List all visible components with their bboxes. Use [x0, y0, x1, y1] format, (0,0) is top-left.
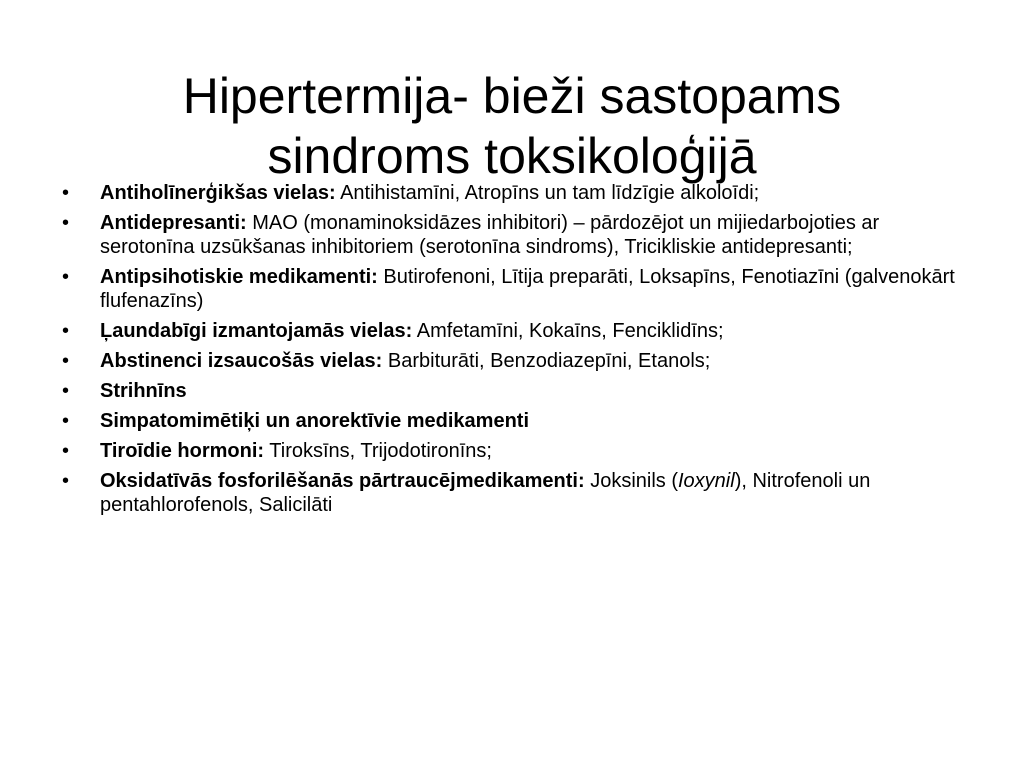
bullet-item-uncouplers	[62, 469, 962, 517]
bullet-item-anticholinergics	[62, 181, 962, 205]
title-line-1: Hipertermija- bieži sastopams	[182, 67, 842, 124]
bullet-icon: •	[62, 320, 70, 342]
bullet-icon: •	[62, 410, 70, 432]
bullet-icon: •	[62, 266, 70, 288]
item-text-after: ), Nitrofenoli un pentahlorofenols, Salicilāti	[100, 470, 871, 516]
item-text: Barbiturāti, Benzodiazepīni, Etanols;	[382, 350, 711, 372]
item-heading: Abstinenci izsaucošās vielas:	[100, 350, 383, 372]
slide-title	[60, 66, 964, 186]
item-heading: Tiroīdie hormoni:	[100, 440, 265, 462]
item-heading: Antiholīnerģikšas vielas:	[100, 182, 336, 204]
bullet-icon: •	[62, 182, 70, 204]
item-heading: Antidepresanti:	[100, 212, 247, 234]
bullet-item-antidepressants	[62, 211, 962, 259]
bullet-item-abused-substances	[62, 319, 962, 343]
bullet-icon: •	[62, 212, 70, 234]
item-text: Antihistamīni, Atropīns un tam līdzīgie alkoloīdi;	[335, 182, 760, 204]
item-text: MAO (monaminoksidāzes inhibitori) – pārdozējot un mijiedarbojoties ar serotonīna uzsūkšanas inhibitoriem (serotonīna sindroms), Tricikliskie antidepresanti;	[100, 212, 880, 258]
item-text: Tiroksīns, Trijodotironīns;	[264, 440, 492, 462]
item-heading: Simpatomimētiķi un anorektīvie medikamenti	[100, 410, 530, 432]
bullet-icon: •	[62, 470, 70, 492]
item-heading: Ļaundabīgi izmantojamās vielas:	[100, 320, 413, 342]
bullet-item-antipsychotics	[62, 265, 962, 313]
item-text: Butirofenoni, Lītija preparāti, Loksapīns, Fenotiazīni (galvenokārt flufenazīns)	[100, 266, 955, 312]
item-heading: Oksidatīvās fosforilēšanās pārtraucējmedikamenti:	[100, 470, 585, 492]
bullet-item-withdrawal-substances	[62, 349, 962, 373]
item-italic-text: Ioxynil	[678, 470, 735, 492]
bullet-item-sympathomimetics	[62, 409, 962, 433]
item-heading: Strihnīns	[100, 380, 187, 402]
bullet-item-thyroid-hormones	[62, 439, 962, 463]
bullet-icon: •	[62, 380, 70, 402]
item-text: Joksinils (	[584, 470, 678, 492]
item-text: Amfetamīni, Kokaīns, Fenciklidīns;	[412, 320, 724, 342]
bullet-list	[62, 181, 962, 523]
bullet-item-strychnine	[62, 379, 962, 403]
item-heading: Antipsihotiskie medikamenti:	[100, 266, 378, 288]
bullet-icon: •	[62, 350, 70, 372]
title-line-2: sindroms toksikoloģijā	[267, 127, 757, 184]
bullet-icon: •	[62, 440, 70, 462]
